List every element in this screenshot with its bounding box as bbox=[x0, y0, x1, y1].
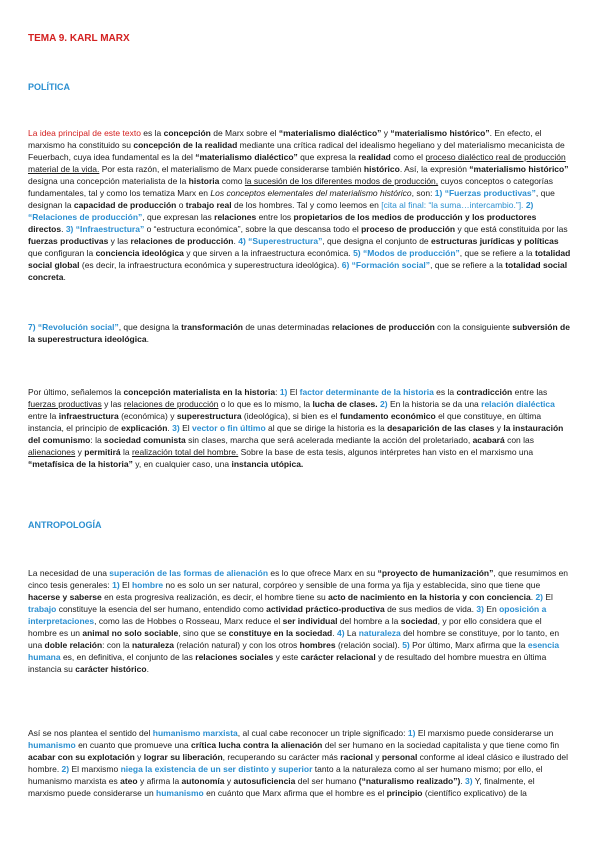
text-span: instancia utópica. bbox=[231, 459, 304, 469]
text-span: autonomía bbox=[181, 776, 225, 786]
text-span: (“naturalismo realizado”) bbox=[358, 776, 461, 786]
text-span: relaciones de producción bbox=[331, 322, 435, 332]
text-span: trabajo bbox=[28, 604, 57, 614]
text-span: 2) bbox=[535, 592, 544, 602]
text-span: del hombre se constituye, por lo tanto, en una bbox=[28, 628, 560, 650]
text-span: 3) bbox=[476, 604, 484, 614]
text-span: : bbox=[275, 387, 280, 397]
text-span: “materialismo histórico” bbox=[390, 128, 490, 138]
text-span: explicación bbox=[121, 423, 168, 433]
text-span: “materialismo dialéctico” bbox=[195, 152, 298, 162]
text-span: . bbox=[460, 776, 466, 786]
text-span: totalidad social global bbox=[28, 248, 571, 270]
text-span: (ideológica), si bien es el bbox=[241, 411, 340, 421]
text-span: . En efecto, el marxismo ha constituido su bbox=[28, 128, 542, 150]
text-span: histórico bbox=[363, 164, 400, 174]
text-span: naturaleza bbox=[131, 640, 174, 650]
text-span: humanismo marxista bbox=[152, 728, 238, 738]
text-span: [cita al final: “la suma…intercambio.”]. bbox=[381, 200, 524, 210]
text-span: que configuran la bbox=[28, 248, 96, 258]
text-span: y bbox=[494, 423, 504, 433]
text-span: 2) bbox=[61, 764, 70, 774]
text-span: fuerzas productivas bbox=[28, 236, 109, 246]
text-span: Por último, Marx afirma que la bbox=[409, 640, 528, 650]
text-span: factor determinante de la historia bbox=[299, 387, 434, 397]
text-span: 3) bbox=[465, 776, 473, 786]
text-span: propietarios de los medios de producción y los productores directos bbox=[28, 212, 537, 234]
paragraph-concepcion-materialista bbox=[28, 386, 572, 470]
text-span: lucha de clases. bbox=[312, 399, 378, 409]
text-span: , que expresan las bbox=[142, 212, 215, 222]
text-span: hombre bbox=[131, 580, 164, 590]
text-span: entre los bbox=[256, 212, 294, 222]
section-heading-politica: POLÍTICA bbox=[28, 82, 70, 92]
text-span: sin clases, marcha que será acelerada mediante la acción del proletariado, bbox=[185, 435, 473, 445]
text-span: relaciones bbox=[214, 212, 257, 222]
text-span: conforme al ideal clásico e ilustrado del hombre. bbox=[28, 752, 569, 774]
text-span: . bbox=[332, 628, 337, 638]
text-span: la bbox=[120, 447, 132, 457]
text-span: y bbox=[381, 128, 391, 138]
text-span: transformación bbox=[181, 322, 243, 332]
text-span: 7) “Revolución social” bbox=[28, 322, 119, 332]
text-span: 1) “Fuerzas productivas” bbox=[434, 188, 536, 198]
text-span: con la consiguiente bbox=[434, 322, 513, 332]
paragraph-materialismo bbox=[28, 127, 572, 283]
text-span: la sucesión de los diferentes modos de producción, bbox=[244, 176, 439, 186]
text-span: desaparición de las clases bbox=[387, 423, 495, 433]
text-span: acabará bbox=[472, 435, 505, 445]
text-span: naturaleza bbox=[358, 628, 401, 638]
text-span: la instauración del comunismo bbox=[28, 423, 564, 445]
text-span: permitirá bbox=[84, 447, 121, 457]
text-span: relaciones de producción bbox=[130, 236, 234, 246]
text-span: acto de nacimiento en la historia y con conciencia bbox=[328, 592, 531, 602]
text-span: fuerzas productivas bbox=[28, 399, 102, 409]
text-span: (relación social). bbox=[335, 640, 403, 650]
text-span: contradicción bbox=[456, 387, 513, 397]
text-span: principio bbox=[386, 788, 423, 798]
text-span: animal no solo sociable bbox=[82, 628, 179, 638]
text-span: “materialismo histórico” bbox=[469, 164, 569, 174]
text-span: de los hombres. Tal y como leemos en bbox=[231, 200, 382, 210]
text-span: (económica) y bbox=[118, 411, 177, 421]
text-span: , que se refiere a la bbox=[430, 260, 506, 270]
text-span: vector o fin último bbox=[191, 423, 266, 433]
text-span: En la historia se da una bbox=[387, 399, 482, 409]
text-span: superación de las formas de alienación bbox=[109, 568, 269, 578]
text-span: alienaciones bbox=[28, 447, 76, 457]
text-span: 4) bbox=[336, 628, 345, 638]
text-span: . bbox=[63, 272, 66, 282]
text-span: El bbox=[179, 423, 192, 433]
text-span: , recuperando su carácter más bbox=[222, 752, 341, 762]
text-span: y de resultado del hombre muestra en última instancia su bbox=[28, 652, 547, 674]
text-span: El marxismo puede considerarse un bbox=[415, 728, 554, 738]
text-span: de sus medios de vida. bbox=[384, 604, 477, 614]
text-span: oposición a interpretaciones bbox=[28, 604, 547, 626]
text-span: doble relación bbox=[44, 640, 103, 650]
text-span: historia bbox=[188, 176, 220, 186]
text-span: es la bbox=[433, 387, 457, 397]
text-span: acabar con su explotación bbox=[28, 752, 135, 762]
text-span: totalidad social concreta bbox=[28, 260, 568, 282]
text-span: 4) “Superestructura” bbox=[238, 236, 323, 246]
text-span: , que designa el conjunto de bbox=[322, 236, 432, 246]
text-span: En bbox=[483, 604, 500, 614]
text-span: El bbox=[287, 387, 300, 397]
text-span: o bbox=[176, 200, 186, 210]
paragraph-humanismo-marxista bbox=[28, 727, 572, 799]
text-span: es lo que ofrece Marx en su bbox=[268, 568, 378, 578]
text-span: 3) bbox=[172, 423, 180, 433]
text-span: conciencia ideológica bbox=[95, 248, 184, 258]
text-span: ateo bbox=[120, 776, 138, 786]
text-span: del hombre a la bbox=[337, 616, 401, 626]
text-span: en cuánto que Marx afirma que el hombre es el bbox=[203, 788, 387, 798]
text-span: humanismo bbox=[28, 740, 76, 750]
text-span: sociedad comunista bbox=[104, 435, 186, 445]
text-span: trabajo real bbox=[185, 200, 232, 210]
text-span: es la bbox=[140, 128, 164, 138]
text-span: , sino que se bbox=[178, 628, 229, 638]
text-span: y bbox=[75, 447, 85, 457]
text-span: , que se refiere a la bbox=[459, 248, 535, 258]
text-span: al que se dirige la historia es la bbox=[265, 423, 388, 433]
text-span: El bbox=[543, 592, 553, 602]
text-span: mediante una crítica radical del idealismo hegeliano y del materialismo mecanicista de Feuerbach, cuya idea fundamental es la del bbox=[28, 140, 565, 162]
text-span: . bbox=[61, 224, 66, 234]
section-heading-antropologia: ANTROPOLOGÍA bbox=[28, 520, 102, 530]
text-span: , como las de Hobbes o Rosseau, Marx reduce el bbox=[94, 616, 283, 626]
text-span: 2) “Relaciones de producción” bbox=[28, 200, 534, 222]
text-span: proceso dialéctico real de producción material de la vida. bbox=[28, 152, 566, 174]
text-span: fundamento económico bbox=[339, 411, 436, 421]
text-span: y bbox=[224, 776, 234, 786]
text-span: es, en definitiva, el conjunto de las bbox=[60, 652, 196, 662]
text-span: de Marx sobre el bbox=[210, 128, 279, 138]
text-span: , son: bbox=[411, 188, 435, 198]
text-span: constituye en la sociedad bbox=[228, 628, 333, 638]
text-span: y este bbox=[273, 652, 301, 662]
text-span: La idea principal de este texto bbox=[28, 128, 141, 138]
text-span: infraestructura bbox=[58, 411, 119, 421]
text-span: humanismo bbox=[156, 788, 204, 798]
text-span: . bbox=[146, 664, 149, 674]
text-span: y afirma la bbox=[137, 776, 182, 786]
text-span: Y, finalmente, el marxismo puede considerarse un bbox=[28, 776, 535, 798]
text-span: realización total del hombre. bbox=[131, 447, 239, 457]
text-span: carácter histórico bbox=[75, 664, 147, 674]
text-span: 2) bbox=[380, 399, 388, 409]
text-span: como el bbox=[390, 152, 426, 162]
text-span: hombres bbox=[299, 640, 336, 650]
text-span: actividad práctico-productiva bbox=[266, 604, 385, 614]
text-span: el que constituye, en última instancia, el principio de bbox=[28, 411, 542, 433]
text-span: ser individual bbox=[282, 616, 338, 626]
text-span: . bbox=[146, 334, 149, 344]
text-span: 1) bbox=[407, 728, 416, 738]
text-span: , que resumimos en cinco tesis generales: bbox=[28, 568, 569, 590]
text-span: relaciones de producción bbox=[123, 399, 219, 409]
text-span: como bbox=[219, 176, 245, 186]
text-span: esencia humana bbox=[28, 640, 560, 662]
text-span: Sobre la base de esta tesis, algunos intérpretes han visto en el marxismo una bbox=[238, 447, 534, 457]
text-span: (relación natural) y con los otros bbox=[174, 640, 300, 650]
text-span: no es solo un ser natural, corpóreo y sensible de una forma ya fija y establecida, sino que tiene que bbox=[163, 580, 541, 590]
text-span: : la bbox=[90, 435, 105, 445]
text-span: lograr su liberación bbox=[143, 752, 223, 762]
text-span: “proyecto de humanización” bbox=[377, 568, 494, 578]
text-span: y las bbox=[108, 236, 131, 246]
text-span: 5) bbox=[402, 640, 410, 650]
text-span: y que sirven a la infraestructura económica. bbox=[183, 248, 354, 258]
text-span: capacidad de producción bbox=[73, 200, 177, 210]
text-span: realidad bbox=[358, 152, 391, 162]
text-span: . Así, la expresión bbox=[399, 164, 470, 174]
paragraph-revolucion-social bbox=[28, 321, 572, 345]
text-span: “materialismo dialéctico” bbox=[278, 128, 382, 138]
text-span: “metafísica de la historia” bbox=[28, 459, 133, 469]
text-span: 1) bbox=[279, 387, 288, 397]
text-span: con las bbox=[504, 435, 535, 445]
text-span: autosuficiencia bbox=[233, 776, 296, 786]
text-span: sociedad bbox=[400, 616, 438, 626]
text-span: estructuras jurídicas y políticas bbox=[431, 236, 559, 246]
text-span: y, en cualquier caso, una bbox=[132, 459, 232, 469]
page-title: TEMA 9. KARL MARX bbox=[28, 33, 130, 44]
text-span: de unas determinadas bbox=[242, 322, 332, 332]
text-span: concepción bbox=[163, 128, 211, 138]
text-span: Así se nos plantea el sentido del bbox=[28, 728, 153, 738]
text-span: personal bbox=[381, 752, 418, 762]
text-span: en cuanto que promueve una bbox=[75, 740, 192, 750]
text-span: 3) “Infraestructura” bbox=[65, 224, 145, 234]
text-span: 6) “Formación social” bbox=[341, 260, 431, 270]
text-span: , que designan la bbox=[28, 188, 555, 210]
text-span: . bbox=[167, 423, 173, 433]
text-span: proceso de producción bbox=[361, 224, 456, 234]
text-span: , y por ello considera que el hombre es un bbox=[28, 616, 542, 638]
text-span: Por último, señalemos la bbox=[28, 387, 124, 397]
text-span: designa una concepción materialista de la bbox=[28, 176, 189, 186]
text-span: y bbox=[134, 752, 144, 762]
text-span: (es decir, la infraestructura económica y superestructura ideológica). bbox=[79, 260, 342, 270]
text-span: concepción de la realidad bbox=[133, 140, 238, 150]
text-span: carácter relacional bbox=[300, 652, 376, 662]
text-span: que expresa la bbox=[297, 152, 359, 162]
text-span: , que designa la bbox=[118, 322, 182, 332]
text-span: entre la bbox=[28, 411, 59, 421]
text-span: tanto a la naturaleza como al ser humano mismo; por ello, el humanismo marxista es bbox=[28, 764, 543, 786]
text-span: subversión de la superestructura ideológica bbox=[28, 322, 570, 344]
text-span: hacerse y saberse bbox=[28, 592, 102, 602]
text-span: relaciones sociales bbox=[195, 652, 274, 662]
text-span: y que está constituida por las bbox=[455, 224, 568, 234]
text-span: . bbox=[233, 236, 239, 246]
text-span: 5) “Modos de producción” bbox=[353, 248, 460, 258]
text-span: . bbox=[530, 592, 536, 602]
text-span: La necesidad de una bbox=[28, 568, 110, 578]
text-span: del ser humano bbox=[295, 776, 359, 786]
text-span: concepción materialista en la historia bbox=[123, 387, 276, 397]
text-span: en esta progresiva realización, es decir, el hombre tiene su bbox=[101, 592, 329, 602]
text-span: racional bbox=[340, 752, 373, 762]
text-span: La bbox=[344, 628, 359, 638]
text-span: (científico explicativo) de la bbox=[422, 788, 527, 798]
text-span: o “estructura económica”, sobre la que descansa todo el bbox=[144, 224, 362, 234]
text-span: cuyos conceptos o categorías fundamentales, tal y como los tematiza Marx en bbox=[28, 176, 553, 198]
text-span: El marxismo bbox=[69, 764, 121, 774]
text-span: Por esta razón, el materialismo de Marx puede considerarse también bbox=[99, 164, 364, 174]
paragraph-humanizacion bbox=[28, 567, 572, 675]
text-span: y las bbox=[101, 399, 124, 409]
text-span: y bbox=[372, 752, 382, 762]
text-span: El bbox=[119, 580, 132, 590]
text-span: niega la existencia de un ser distinto y superior bbox=[120, 764, 313, 774]
text-span: Los conceptos elementales del materialismo histórico bbox=[210, 188, 412, 198]
text-span: crítica lucha contra la alienación bbox=[191, 740, 323, 750]
text-span: o lo que es lo mismo, la bbox=[218, 399, 313, 409]
text-span: constituye la esencia del ser humano, entendido como bbox=[56, 604, 267, 614]
text-span: : con la bbox=[102, 640, 132, 650]
text-span: del ser humano en la sociedad capitalista y que tiene como fin bbox=[322, 740, 560, 750]
text-span: , al cual cabe reconocer un triple significado: bbox=[237, 728, 408, 738]
text-span: entre las bbox=[512, 387, 548, 397]
text-span: relación dialéctica bbox=[481, 399, 555, 409]
text-span: superestructura bbox=[176, 411, 242, 421]
text-span: 1) bbox=[112, 580, 120, 590]
